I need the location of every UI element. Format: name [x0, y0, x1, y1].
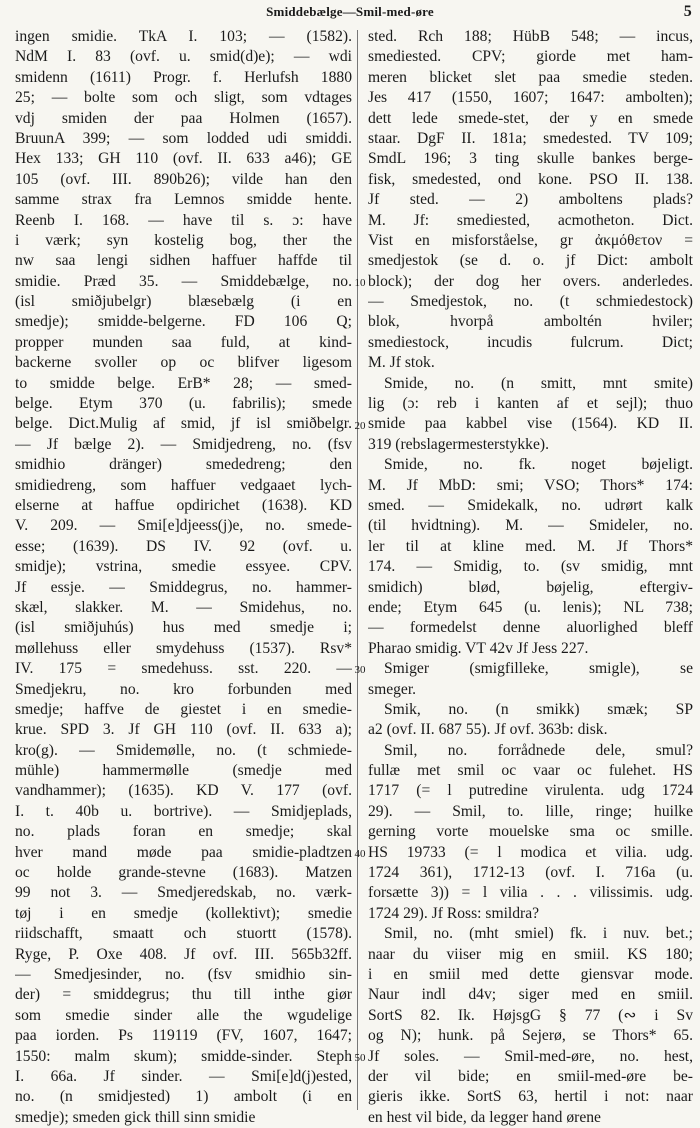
text-line: smedje); smidde-belgerne. FD 106 Q;: [15, 313, 352, 331]
text-line: smediested. CPV; giorde met ham-: [368, 48, 693, 66]
text-line: vdj smiden der paa Holmen (1657).: [15, 109, 352, 127]
text-line: Smedjekru, no. kro forbunden med: [15, 680, 352, 698]
text-line: Smide, no. (n smitt, mnt smite): [384, 374, 693, 392]
text-line: ler til at kline med. M. Jf Thors*: [368, 537, 693, 555]
text-line: sted. Rch 188; HübB 548; — incus,: [368, 28, 693, 45]
text-line: mühle) hammermølle (smedje med: [15, 762, 352, 780]
left-column: [15, 27, 352, 1128]
text-line: — Smedjesinder, no. (fsv smidhio sin-: [15, 965, 352, 983]
text-line: naar du viiser mig en smiil. KS 180;: [368, 945, 693, 963]
text-line: der) = smiddegrus; thu till inthe giør: [15, 986, 352, 1004]
text-line: belge. Dict.Mulig af smid, jf isl smiðbelgr.: [15, 415, 352, 433]
text-line: tøj i en smedje (kollektivt); smedie: [15, 904, 352, 922]
text-line: kro(g). — Smidemølle, no. (t schmiede-: [15, 741, 352, 759]
text-line: belge. Etym 370 (u. fabrilis); smede: [15, 395, 352, 413]
text-line: smedje; haffve de giestet i en smedie-: [15, 700, 352, 718]
text-line: Jf soles. — Smil-med-øre, no. hest,: [368, 1047, 693, 1065]
text-line: Smide, no. fk. noget bøjeligt.: [384, 456, 693, 474]
text-line: IV. 175 = smedehuss. sst. 220. —: [15, 660, 352, 678]
text-line: (til hvidtning). M. — Smideler, no.: [368, 517, 693, 535]
text-line: oc holde grande-stevne (1683). Matzen: [15, 864, 352, 882]
text-line: M. Jf MbD: smi; VSO; Thors* 174:: [368, 476, 693, 494]
text-line: smidie. Præd 35. — Smiddebælge, no.: [15, 272, 352, 290]
text-line: — Smedjestok, no. (t schmiedestock): [368, 293, 693, 311]
text-line: ingen smidie. TkA I. 103; — (1582).: [15, 28, 352, 45]
text-line: smidje); vstrina, smedie essyee. CPV.: [15, 558, 352, 576]
text-line: skæl, slakker. M. — Smidehus, no.: [15, 598, 352, 616]
text-line: gerning vorte mouelske sma oc smille.: [368, 823, 693, 841]
text-line: krue. SPD 3. Jf GH 110 (ovf. II. 633 a);: [15, 721, 352, 739]
text-line: backerne svoller op oc blifver ligesom: [15, 354, 352, 372]
text-line: en hest vil bide, da legger hand ørene: [368, 1108, 601, 1126]
text-line: propper munden saa fuld, at kind-: [15, 333, 352, 351]
text-line: riidschafft, smaatt och stuortt (1578).: [15, 925, 352, 943]
page-number: 5: [683, 3, 692, 20]
text-line: elserne at haffue opdirichet (1638). KD: [15, 496, 352, 514]
text-line: gieris ikke. SortS 63, hertil i not: naar: [368, 1088, 693, 1106]
text-line: SortS 82. Ik. HøjsgG § 77 (∾ i Sv: [368, 1006, 693, 1024]
margin-line-number: 30: [354, 664, 366, 677]
margin-line-number: 50: [354, 1052, 366, 1064]
text-line: 319 (rebslagermesterstykke).: [368, 435, 549, 453]
text-line: no. plads foran en smedje; skal: [15, 823, 352, 841]
right-column: [368, 27, 693, 1128]
text-line: (isl smiðjuhús) hus med smedje i;: [15, 619, 352, 637]
text-line: smedjestok (se d. o. jf Dict: ambolt: [368, 252, 693, 270]
running-header: [0, 4, 700, 26]
text-line: no. (n smidjested) 1) ambolt (i en: [15, 1088, 352, 1106]
text-line: Vist en misforståelse, gr ἀκμόθετον =: [368, 231, 693, 249]
text-line: — Jf bælge 2). — Smidjedreng, no. (fsv: [15, 435, 352, 453]
text-line: 174. — Smidig, to. (sv smidig, mnt: [368, 558, 693, 576]
text-line: i værk; syn kostelig bog, ther the: [15, 231, 352, 249]
text-line: M. Jf: smediested, acmotheton. Dict.: [368, 211, 693, 229]
text-line: (isl smiðjubelgr) blæsebælg (i en: [15, 293, 352, 311]
text-line: Jf essje. — Smiddegrus, no. hammer-: [15, 578, 352, 596]
text-line: 1724 361), 1712-13 (ovf. I. 716a (u.: [368, 864, 693, 882]
text-line: Reenb I. 168. — have til s. ɔ: have: [15, 211, 352, 229]
text-line: som smedie sinder alle the wgudelige: [15, 1006, 352, 1024]
text-line: smeger.: [368, 680, 417, 698]
text-line: — formedelst denne aluorlighed bleff: [368, 619, 693, 637]
text-line: 99 not 3. — Smedjeredskab, no. værk-: [15, 884, 352, 902]
text-line: fisk, smedested, ond kone. PSO II. 138.: [368, 170, 693, 188]
text-line: smidenn (1611) Progr. f. Herlufsh 1880: [15, 68, 352, 86]
text-line: smidhio dränger) smededreng; den: [15, 456, 352, 474]
margin-line-number: 40: [354, 848, 366, 860]
text-line: vandhammer); (1635). KD V. 177 (ovf.: [15, 782, 352, 800]
text-line: smediestock, incudis fulcrum. Dict;: [368, 333, 693, 351]
text-line: I. 66a. Jf sinder. — Smi[e]d(j)ested,: [15, 1067, 352, 1085]
text-line: ende; Etym 645 (u. lenis); NL 738;: [368, 598, 693, 616]
text-line: V. 209. — Smi[e]djeess(j)e, no. smede-: [15, 517, 352, 535]
text-line: møllehuss eller smydehuss (1537). Rsv*: [15, 639, 352, 657]
text-line: hver mand møde paa smidie-pladtzen: [15, 843, 352, 861]
text-line: smidiedreng, som haffuer vedgaaet lych-: [15, 476, 352, 494]
text-line: Smik, no. (n smikk) smæk; SP: [384, 700, 693, 718]
text-line: Jes 417 (1550, 1607; 1647: ambolten);: [368, 89, 693, 107]
text-line: samme strax fra Lemnos smidde hente.: [15, 191, 352, 209]
text-line: to smidde belge. ErB* 28; — smed-: [15, 374, 352, 392]
text-line: 1717 (= l putredine virulenta. udg 1724: [368, 782, 693, 800]
text-line: Smiger (smigfilleke, smigle), se: [384, 660, 693, 678]
margin-line-number: 20: [354, 419, 366, 432]
text-line: Naur indl d4v; siger med en smiil.: [368, 986, 693, 1004]
text-line: I. t. 40b u. bortrive). — Smidjeplads,: [15, 802, 352, 820]
text-line: dett lede smede-stet, der y en smede: [368, 109, 693, 127]
text-line: HS 19733 (= l modica et vilia. udg.: [368, 843, 693, 861]
text-line: Ryge, P. Oxe 408. Jf ovf. III. 565b32ff.: [15, 945, 352, 963]
text-line: fullæ met smil oc vaar oc fulehet. HS: [368, 762, 693, 780]
text-line: Pharao smidig. VT 42v Jf Jess 227.: [368, 639, 589, 657]
text-line: block); der dog her overs. anderledes.: [368, 272, 693, 290]
text-line: 1724 29). Jf Ross: smildra?: [368, 904, 540, 922]
text-line: NdM I. 83 (ovf. u. smid(d)e); — wdi: [15, 48, 352, 66]
text-line: SmdL 196; 3 ting skulle bankes berge-: [368, 150, 693, 168]
text-line: 29). — Smil, to. lille, ringe; huilke: [368, 802, 693, 820]
text-line: 105 (ovf. III. 890b26); vilde han den: [15, 170, 352, 188]
margin-line-number: 10: [354, 276, 366, 289]
text-line: nw saa lengi sidhen haffuer haffde til: [15, 252, 352, 270]
text-line: Hex 133; GH 110 (ovf. II. 633 a46); GE: [15, 150, 352, 168]
text-line: Smil, no. (mht smiel) fk. i nuv. bet.;: [384, 925, 693, 943]
text-line: smide paa kabbel vise (1564). KD II.: [368, 415, 693, 433]
text-line: meren blicket slet paa smedie steden.: [368, 68, 693, 86]
text-line: og N); hunk. på Sejerø, se Thors* 65.: [368, 1027, 693, 1045]
text-line: M. Jf stok.: [368, 354, 435, 372]
column-rule: [357, 30, 358, 1110]
text-line: smed. — Smidekalk, no. udrørt kalk: [368, 496, 693, 514]
text-line: blok, hvorpå amboltén hviler;: [368, 313, 693, 331]
text-line: 25; — bolte som och sligt, som vdtages: [15, 89, 352, 107]
text-line: Smil, no. forrådnede dele, smul?: [384, 741, 693, 759]
text-line: staar. DgF II. 181a; smedested. TV 109;: [368, 129, 693, 147]
text-line: forsætte 3)) = l vilia . . . vilissimis. udg.: [368, 884, 693, 902]
text-line: BruunA 399; — som lodded udi smiddi.: [15, 129, 352, 147]
text-line: lig (ɔ: reb i kanten af et sejl); thuo: [368, 395, 693, 413]
text-line: esse; (1639). DS IV. 92 (ovf. u.: [15, 537, 352, 555]
text-line: paa iorden. Ps 119119 (FV, 1607, 1647;: [15, 1027, 352, 1045]
text-line: i en smiil med dette giensvar mode.: [368, 965, 693, 983]
header-title: Smiddebælge—Smil-med-øre: [266, 4, 434, 19]
text-line: 1550: malm skum); smidde-sinder. Steph: [15, 1047, 352, 1065]
text-line: a2 (ovf. II. 687 55). Jf ovf. 363b: disk.: [368, 721, 608, 739]
text-line: smedje); smeden gick thill sinn smidie: [15, 1108, 256, 1126]
text-line: Jf sted. — 2) amboltens plads?: [368, 191, 693, 209]
text-line: smidich) blød, bøjelig, eftergiv-: [368, 578, 693, 596]
text-line: der vil bide; en smiil-med-øre be-: [368, 1067, 693, 1085]
